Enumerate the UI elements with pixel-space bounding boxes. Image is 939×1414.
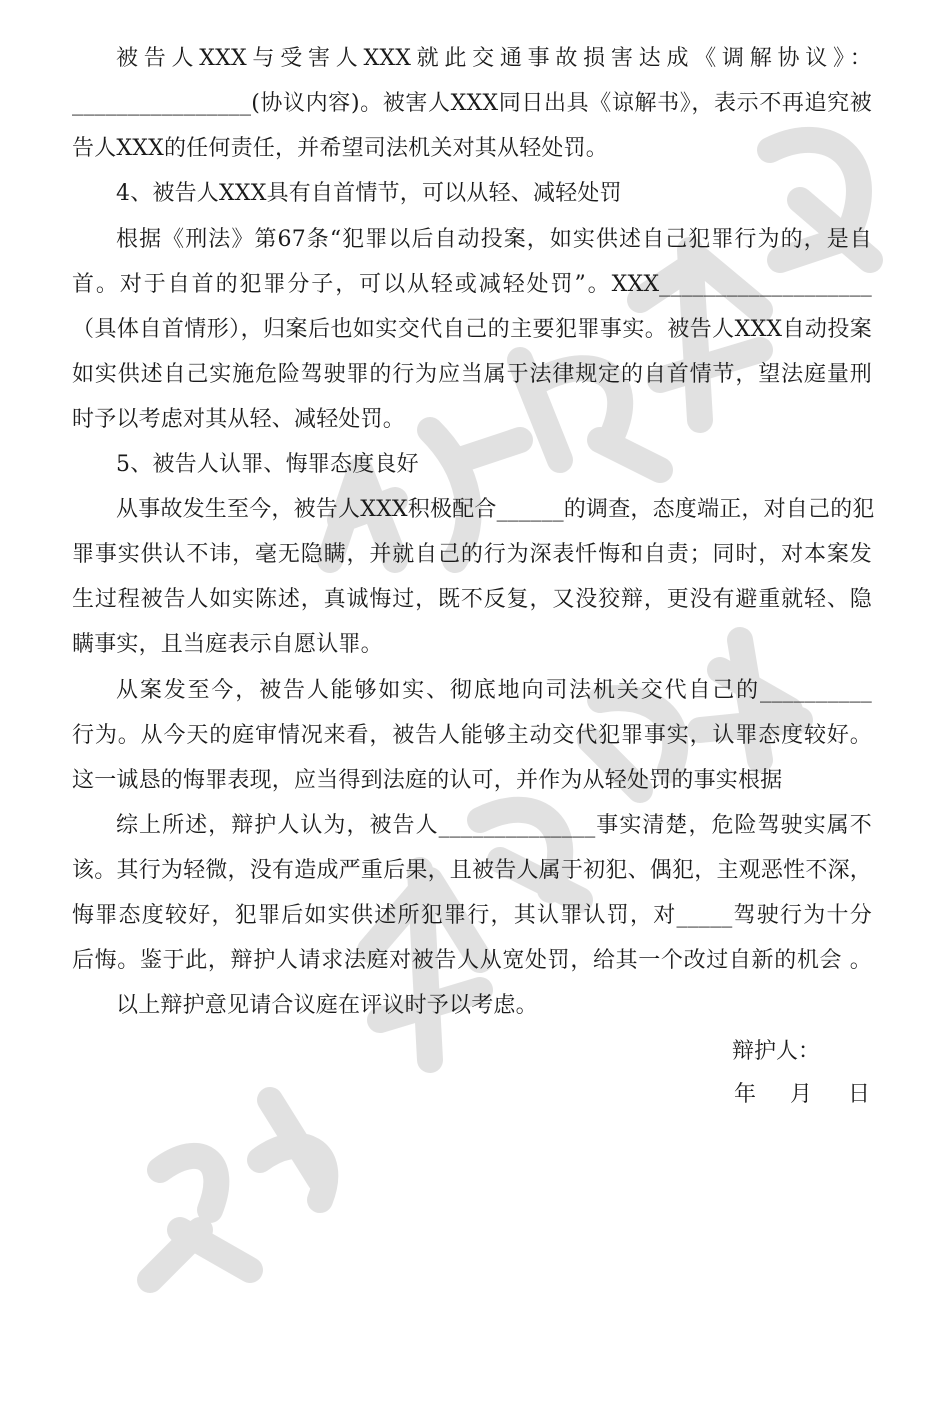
paragraph-line: ________________(协议内容)。被害人XXX同日出具《谅解书》，表示不再追究被 — [72, 91, 872, 116]
paragraph-line: （具体自首情形），归案后也如实交代自己的主要犯罪事实。被告人XXX自动投案 — [72, 317, 872, 342]
paragraph-line: 从案发至今，被告人能够如实、彻底地向司法机关交代自己的__________ — [116, 678, 872, 703]
paragraph-line: 综上所述，辩护人认为，被告人______________事实清楚，危险驾驶实属不 — [116, 813, 872, 838]
paragraph-line: 后悔。鉴于此，辩护人请求法庭对被告人从宽处罚，给其一个改过自新的机会 。 — [72, 948, 872, 973]
paragraph-line: 罪事实供认不讳，毫无隐瞒，并就自己的行为深表忏悔和自责；同时，对本案发 — [72, 542, 872, 567]
date-month-label: 月 — [790, 1082, 813, 1107]
paragraph-line: 这一诚恳的悔罪表现，应当得到法庭的认可，并作为从轻处罚的事实根据 — [72, 768, 783, 793]
paragraph-line: 被告人XXX与受害人XXX就此交通事故损害达成《调解协议》： — [116, 46, 872, 71]
paragraph-line: 根据《刑法》第67条“犯罪以后自动投案，如实供述自己犯罪行为的，是自 — [116, 227, 872, 252]
section-heading-5: 5、被告人认罪、悔罪态度良好 — [116, 452, 419, 477]
paragraph-line: 告人XXX的任何责任，并希望司法机关对其从轻处罚。 — [72, 136, 608, 161]
paragraph-line: 生过程被告人如实陈述，真诚悔过，既不反复，又没狡辩，更没有避重就轻、隐 — [72, 587, 872, 612]
paragraph-line: 时予以考虑对其从轻、减轻处罚。 — [72, 407, 406, 432]
paragraph-line: 如实供述自己实施危险驾驶罪的行为应当属于法律规定的自首情节，望法庭量刑 — [72, 362, 872, 387]
paragraph-line: 从事故发生至今，被告人XXX积极配合______的调查，态度端正，对自己的犯 — [116, 497, 875, 522]
date-year-label: 年 — [734, 1082, 757, 1107]
defender-signature-label: 辩护人： — [732, 1039, 821, 1064]
paragraph-line: 行为。从今天的庭审情况来看，被告人能够主动交代犯罪事实，认罪态度较好。 — [72, 723, 872, 748]
section-heading-4: 4、被告人XXX具有自首情节，可以从轻、减轻处罚 — [116, 181, 622, 206]
paragraph-line: 悔罪态度较好，犯罪后如实供述所犯罪行，其认罪认罚，对_____驾驶行为十分 — [72, 903, 872, 928]
paragraph-line: 该。其行为轻微，没有造成严重后果，且被告人属于初犯、偶犯，主观恶性不深， — [72, 858, 872, 883]
date-day-label: 日 — [848, 1082, 871, 1107]
paragraph-line: 首。对于自首的犯罪分子，可以从轻或减轻处罚”。XXX___________________ — [72, 272, 872, 297]
paragraph-line: 瞒事实，且当庭表示自愿认罪。 — [72, 632, 383, 657]
paragraph-line: 以上辩护意见请合议庭在评议时予以考虑。 — [116, 993, 538, 1018]
